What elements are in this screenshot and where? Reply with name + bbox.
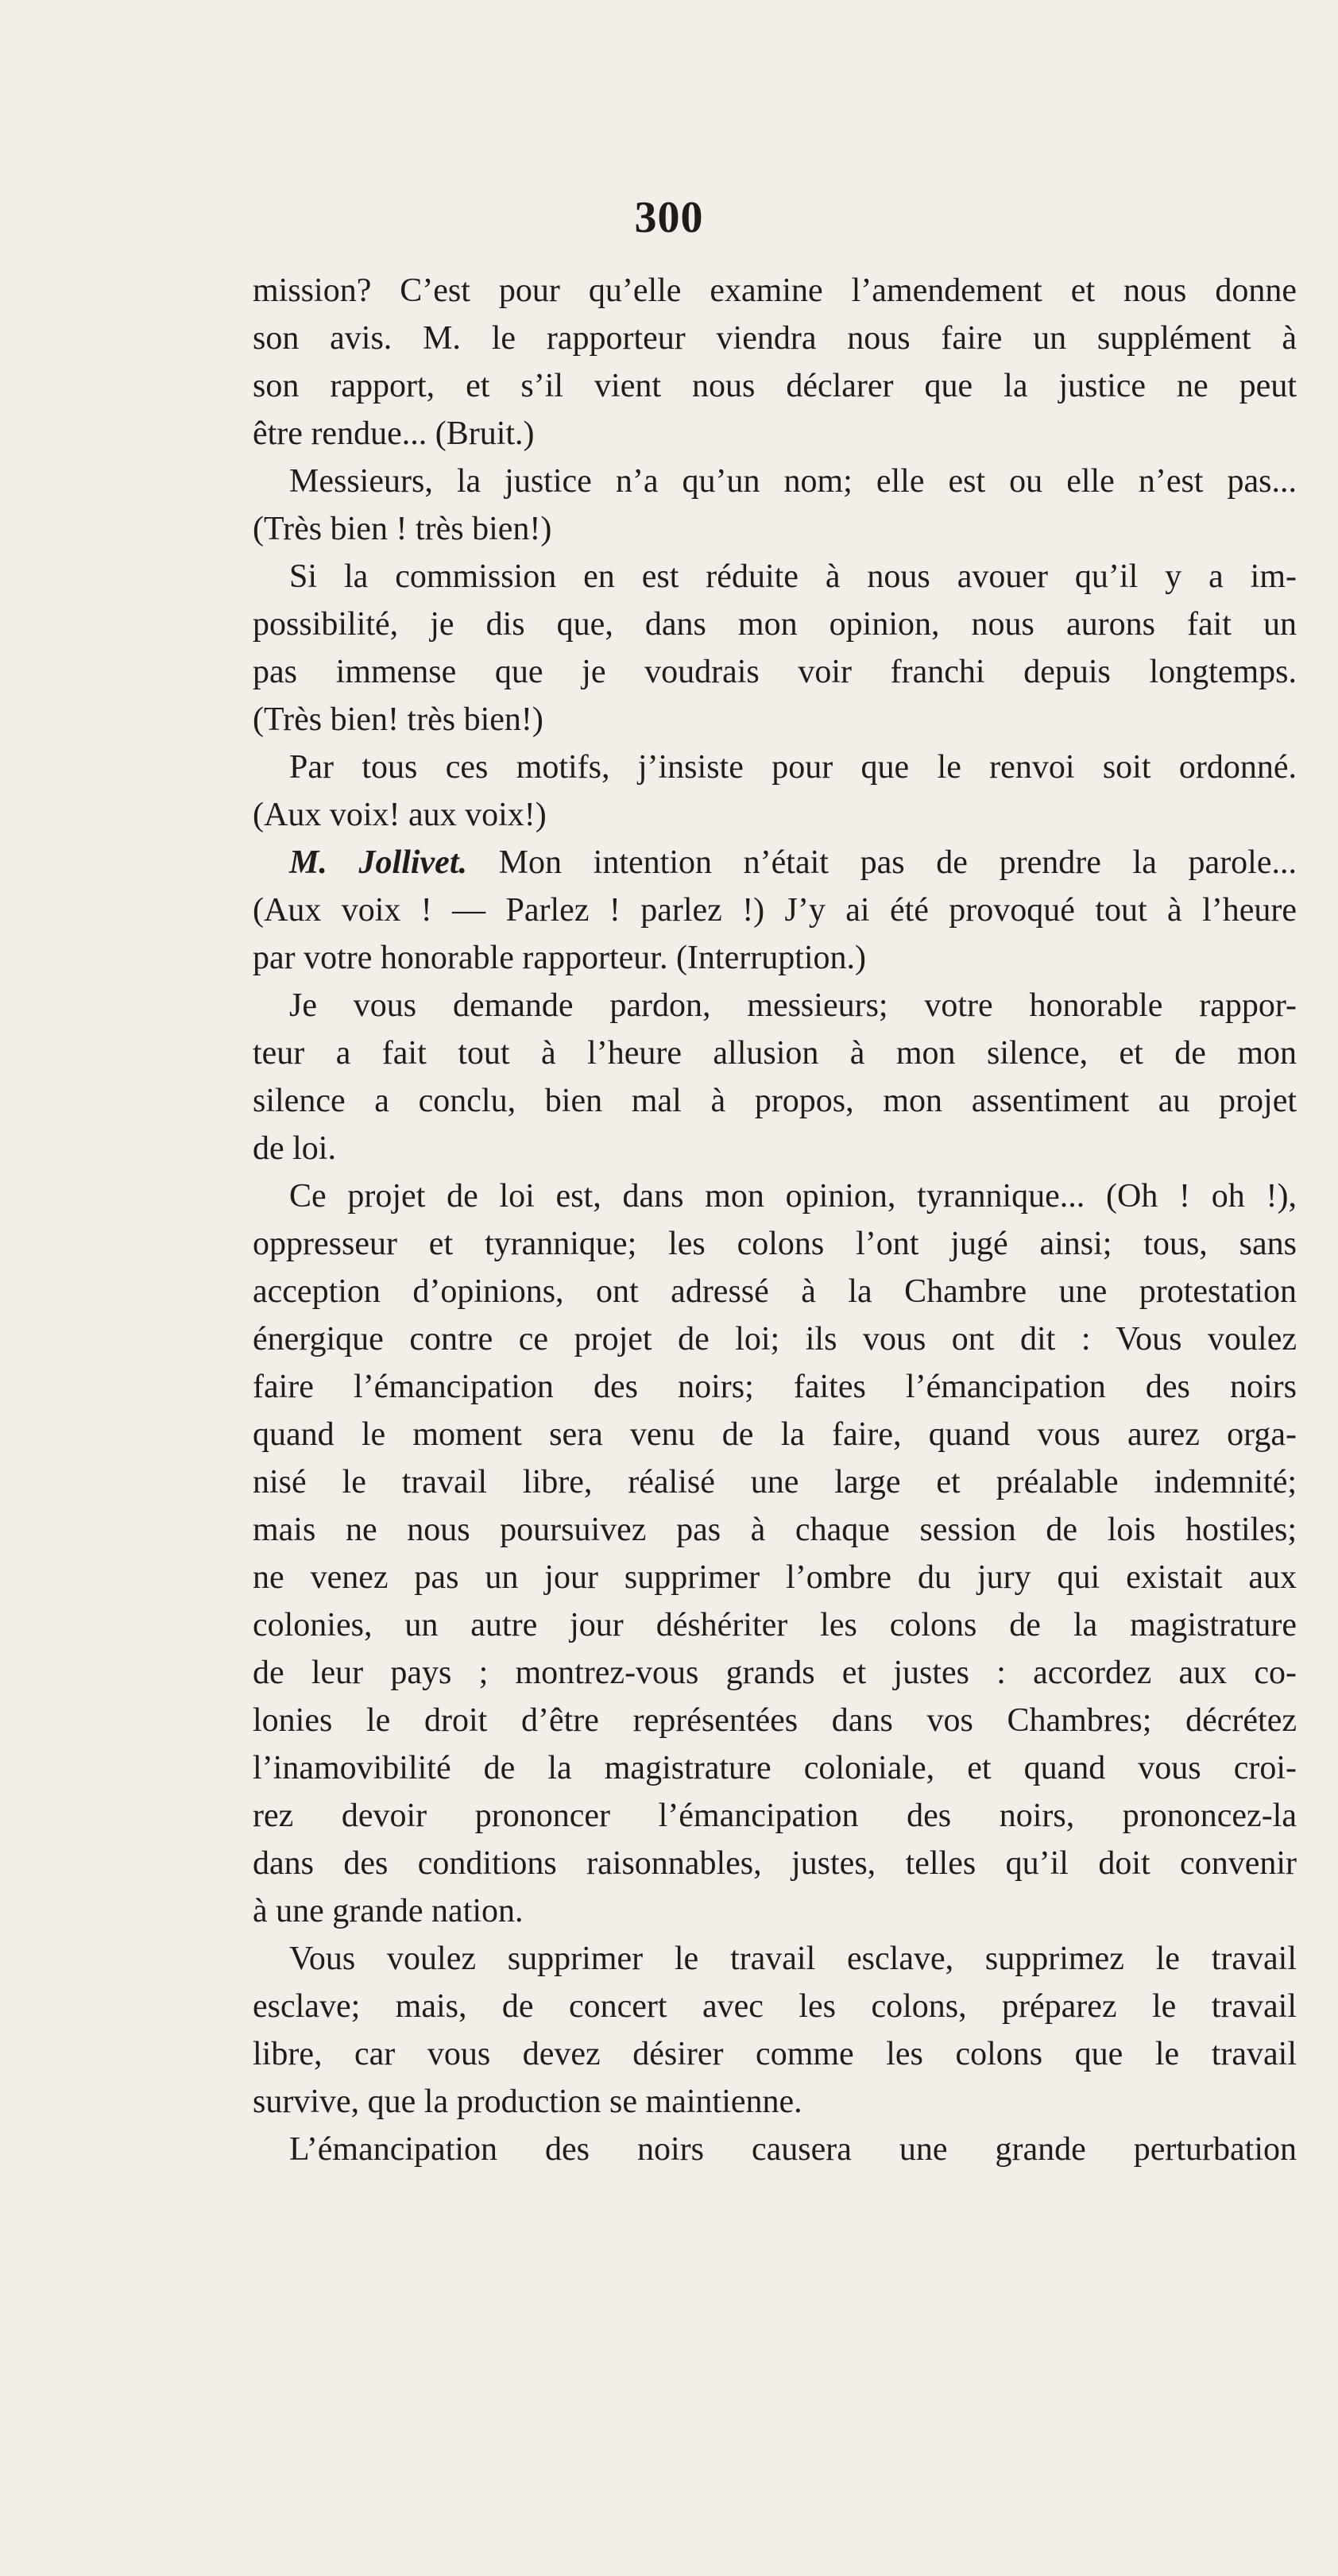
text-line: à une grande nation. (253, 1893, 524, 1929)
text-line: Messieurs, la justice n’a qu’un nom; elle est ou elle n’est pas... (289, 463, 1297, 500)
text-line: (Très bien! très bien!) (253, 701, 543, 738)
text-line: esclave; mais, de concert avec les colons, préparez le travail (253, 1988, 1297, 2025)
text-line: son avis. M. le rapporteur viendra nous faire un supplément à (253, 320, 1297, 357)
text-line: mission? C’est pour qu’elle examine l’amendement et nous donne (253, 272, 1297, 309)
text-line: quand le moment sera venu de la faire, quand vous aurez orga- (253, 1416, 1297, 1453)
text-line: silence a conclu, bien mal à propos, mon assentiment au projet (253, 1083, 1297, 1119)
text-line: L’émancipation des noirs causera une grande perturbation (289, 2131, 1297, 2168)
text-line: Si la commission en est réduite à nous avouer qu’il y a im- (289, 558, 1297, 595)
text-line: énergique contre ce projet de loi; ils vous ont dit : Vous voulez (253, 1321, 1297, 1358)
text-line: (Aux voix! aux voix!) (253, 797, 547, 833)
text-line: mais ne nous poursuivez pas à chaque session de lois hostiles; (253, 1512, 1297, 1548)
text-line: faire l’émancipation des noirs; faites l’émancipation des noirs (253, 1369, 1297, 1405)
text-line: libre, car vous devez désirer comme les colons que le travail (253, 2036, 1297, 2072)
text-line: de leur pays ; montrez-vous grands et justes : accordez aux co- (253, 1655, 1297, 1691)
text-line: (Aux voix ! — Parlez ! parlez !) J’y ai été provoqué tout à l’heure (253, 892, 1297, 929)
text-line: lonies le droit d’être représentées dans vos Chambres; décrétez (253, 1702, 1297, 1739)
line-text: Mon intention n’était pas de prendre la parole... (466, 844, 1297, 881)
text-line: colonies, un autre jour déshériter les colons de la magistrature (253, 1607, 1297, 1643)
text-line: être rendue... (Bruit.) (253, 415, 535, 452)
text-line (253, 839, 1297, 886)
text-line: (Très bien ! très bien!) (253, 511, 552, 547)
body-text (253, 267, 1297, 2173)
page-number: 300 (634, 193, 704, 242)
text-line: nisé le travail libre, réalisé une large et préalable indemnité; (253, 1464, 1297, 1500)
text-line: l’inamovibilité de la magistrature coloniale, et quand vous croi- (253, 1750, 1297, 1786)
text-line: Par tous ces motifs, j’insiste pour que le renvoi soit ordonné. (289, 749, 1297, 786)
text-line: rez devoir prononcer l’émancipation des noirs, prononcez-la (253, 1798, 1297, 1834)
text-line: acception d’opinions, ont adressé à la Chambre une protestation (253, 1273, 1297, 1310)
text-line: son rapport, et s’il vient nous déclarer que la justice ne peut (253, 368, 1297, 404)
speaker-name: M. Jollivet. (289, 844, 467, 881)
text-line: Vous voulez supprimer le travail esclave, supprimez le travail (289, 1941, 1297, 1977)
text-line: de loi. (253, 1130, 336, 1167)
text-line: oppresseur et tyrannique; les colons l’ont jugé ainsi; tous, sans (253, 1226, 1297, 1262)
text-line: par votre honorable rapporteur. (Interruption.) (253, 940, 867, 976)
text-line: survive, que la production se maintienne. (253, 2084, 802, 2120)
text-line: teur a fait tout à l’heure allusion à mon silence, et de mon (253, 1035, 1297, 1072)
text-line: ne venez pas un jour supprimer l’ombre du jury qui existait aux (253, 1559, 1297, 1596)
text-line: Ce projet de loi est, dans mon opinion, tyrannique... (Oh ! oh !), (289, 1178, 1297, 1215)
text-line: possibilité, je dis que, dans mon opinion, nous aurons fait un (253, 606, 1297, 643)
text-line: Je vous demande pardon, messieurs; votre honorable rappor- (289, 987, 1297, 1024)
text-line: pas immense que je voudrais voir franchi depuis longtemps. (253, 654, 1297, 690)
text-line: dans des conditions raisonnables, justes, telles qu’il doit convenir (253, 1845, 1297, 1882)
